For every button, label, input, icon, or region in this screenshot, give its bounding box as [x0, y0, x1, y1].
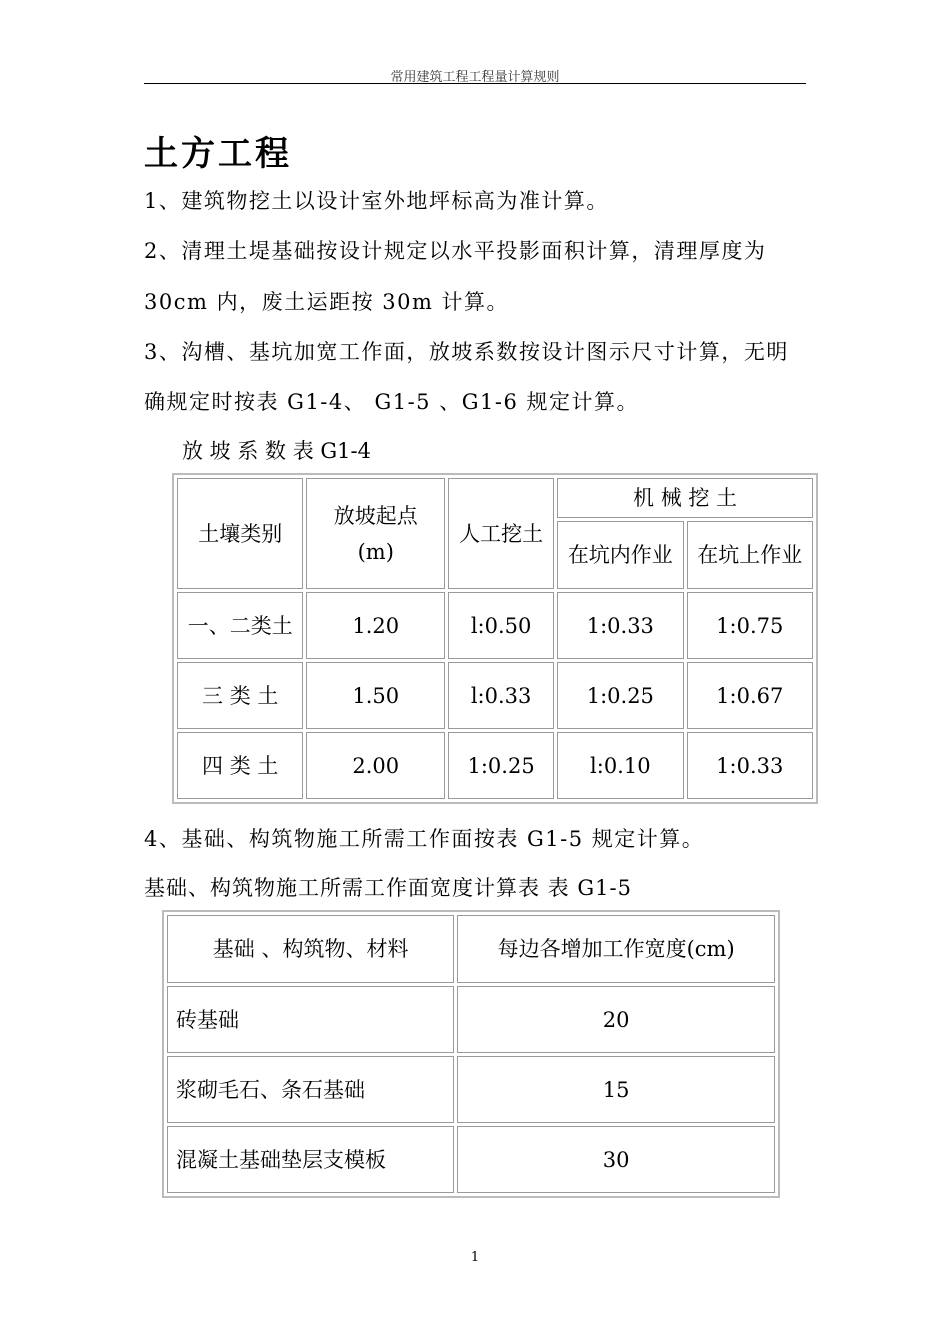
table-row: [177, 662, 813, 729]
cell-on-pit: 1:0.75: [687, 592, 813, 659]
cell-material: 混凝土基础垫层支模板: [167, 1126, 454, 1193]
header-soil-type: 土壤类别: [177, 478, 303, 589]
cell-on-pit: 1:0.33: [687, 732, 813, 799]
work-surface-width-table: [162, 910, 780, 1198]
slope-coefficient-table: [172, 473, 818, 804]
header-in-pit: 在坑内作业: [557, 521, 683, 589]
table1-caption: 放 坡 系 数 表 G1-4: [182, 439, 371, 463]
cell-start: 2.00: [306, 732, 445, 799]
table-row: [167, 986, 775, 1053]
paragraph-2-line-2: 30cm 内，废土运距按 30m 计算。: [144, 290, 510, 314]
paragraph-1: 1、建筑物挖土以设计室外地坪标高为准计算。: [144, 189, 609, 213]
header-manual-excavation: 人工挖土: [448, 478, 554, 589]
cell-start: 1.50: [306, 662, 445, 729]
cell-manual: l:0.50: [448, 592, 554, 659]
cell-material: 浆砌毛石、条石基础: [167, 1056, 454, 1123]
cell-soil: 一、二类土: [177, 592, 303, 659]
header-slope-start: [306, 478, 445, 589]
table-row: [177, 732, 813, 799]
cell-manual: 1:0.25: [448, 732, 554, 799]
header-slope-start-label: 放坡起点: [333, 503, 418, 528]
table-row: [177, 592, 813, 659]
table-row: [167, 1126, 775, 1193]
header-slope-start-unit: (m): [357, 539, 394, 564]
header-on-pit: 在坑上作业: [687, 521, 813, 589]
paragraph-2-line-1: 2、清理土堤基础按设计规定以水平投影面积计算，清理厚度为: [144, 239, 767, 263]
cell-on-pit: 1:0.67: [687, 662, 813, 729]
section-title: 土方工程: [144, 134, 292, 174]
page-number: 1: [470, 1250, 480, 1265]
cell-start: 1.20: [306, 592, 445, 659]
paragraph-3-line-1: 3、沟槽、基坑加宽工作面，放坡系数按设计图示尺寸计算，无明: [144, 340, 789, 364]
paragraph-3-line-2: 确规定时按表 G1-4、 G1-5 、G1-6 规定计算。: [144, 390, 639, 414]
cell-soil: 三 类 土: [177, 662, 303, 729]
cell-material: 砖基础: [167, 986, 454, 1053]
header-foundation-material: 基础 、构筑物、材料: [167, 915, 454, 983]
cell-manual: l:0.33: [448, 662, 554, 729]
cell-width: 30: [457, 1126, 775, 1193]
header-machine-excavation: 机 械 挖 土: [557, 478, 813, 518]
header-added-width: 每边各增加工作宽度(cm): [457, 915, 775, 983]
cell-width: 20: [457, 986, 775, 1053]
cell-in-pit: l:0.10: [557, 732, 683, 799]
page-header: 常用建筑工程工程量计算规则: [390, 69, 560, 84]
cell-width: 15: [457, 1056, 775, 1123]
table-row: [167, 1056, 775, 1123]
cell-in-pit: 1:0.33: [557, 592, 683, 659]
table2-caption: 基础、构筑物施工所需工作面宽度计算表 表 G1-5: [144, 876, 632, 900]
cell-in-pit: 1:0.25: [557, 662, 683, 729]
paragraph-4: 4、基础、构筑物施工所需工作面按表 G1-5 规定计算。: [144, 827, 705, 851]
header-rule: [144, 83, 806, 84]
cell-soil: 四 类 土: [177, 732, 303, 799]
